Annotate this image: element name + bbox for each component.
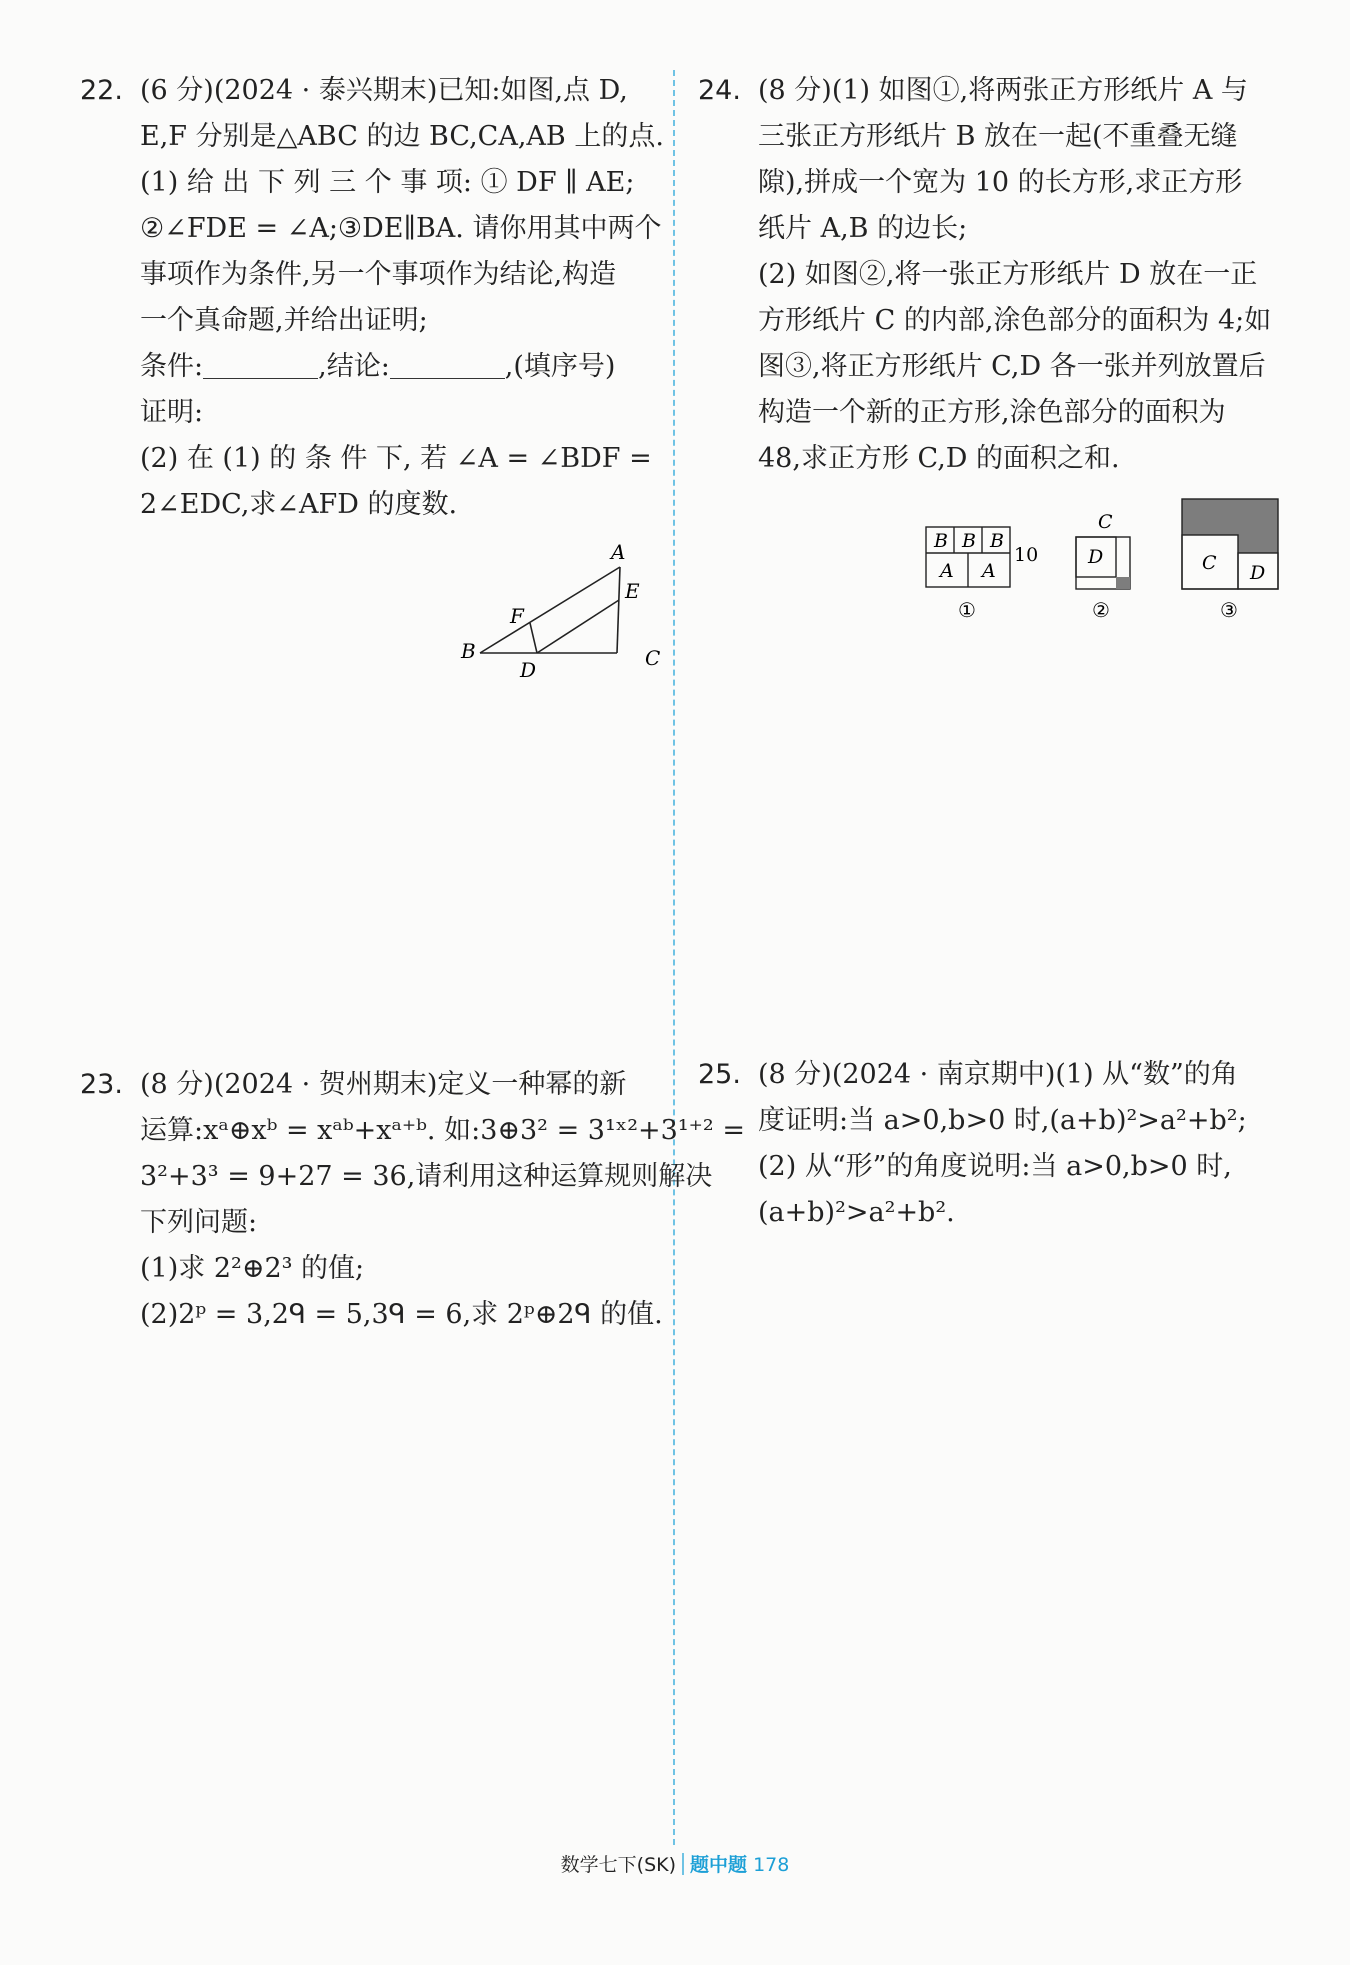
problem-text-line: 构造一个新的正方形,涂色部分的面积为 <box>758 397 1226 428</box>
problem-text-line: (2) 在 (1) 的 条 件 下, 若 ∠A = ∠BDF = <box>140 443 652 474</box>
fig1-label-a2: A <box>982 560 996 582</box>
fig1-caption: ① <box>958 598 976 622</box>
problem-text-line: (6 分)(2024 · 泰兴期末)已知:如图,点 D, <box>140 75 628 106</box>
problem-text-line: 方形纸片 C 的内部,涂色部分的面积为 4;如 <box>758 305 1272 336</box>
fig1-label-b3: B <box>990 530 1004 552</box>
conclusion-label: ,结论: <box>318 351 390 382</box>
conclusion-blank[interactable] <box>390 348 505 379</box>
brand-name: 题中题 <box>690 1854 748 1876</box>
footer-separator <box>682 1853 684 1875</box>
fig2-shade <box>1116 577 1130 589</box>
fig1-label-b1: B <box>934 530 948 552</box>
problem-text-line: 隙),拼成一个宽为 10 的长方形,求正方形 <box>758 167 1243 198</box>
proof-label: 证明: <box>140 397 204 428</box>
problem-text-line: 三张正方形纸片 B 放在一起(不重叠无缝 <box>758 121 1238 152</box>
fill-hint: ,(填序号) <box>504 351 616 382</box>
fig3-label-c: C <box>1202 552 1217 574</box>
point-label-f: F <box>510 604 524 628</box>
problem-number: 25. <box>698 1059 741 1090</box>
problem-number: 22. <box>80 75 123 106</box>
problem-24 <box>698 68 1298 482</box>
problem-text-line: (8 分)(2024 · 贺州期末)定义一种幂的新 <box>140 1069 627 1100</box>
problem-number: 24. <box>698 75 741 106</box>
page-footer <box>0 1850 1350 1877</box>
problem-text-line: (2)2ᵖ = 3,2ᑫ = 5,3ᑫ = 6,求 2ᵖ⊕2ᑫ 的值. <box>140 1299 663 1330</box>
problem-text-line: (1)求 2²⊕2³ 的值; <box>140 1253 365 1284</box>
page-number: 178 <box>753 1854 790 1876</box>
fig3-label-d: D <box>1250 562 1266 584</box>
problem-text-line: 下列问题: <box>140 1207 258 1238</box>
point-label-a: A <box>611 540 626 564</box>
problem-text-line: (2) 从“形”的角度说明:当 a>0,b>0 时, <box>758 1151 1232 1182</box>
condition-blank[interactable] <box>203 348 318 379</box>
fig3-caption: ③ <box>1220 598 1238 622</box>
problem-text-line: 2∠EDC,求∠AFD 的度数. <box>140 489 458 520</box>
triangle-figure <box>455 535 680 685</box>
answer-line <box>140 344 670 390</box>
problem-text-line: 事项作为条件,另一个事项作为结论,构造 <box>140 259 617 290</box>
problem-text-line: ②∠FDE = ∠A;③DE∥BA. 请你用其中两个 <box>140 213 662 244</box>
point-label-d: D <box>520 658 537 682</box>
condition-label: 条件: <box>140 351 204 382</box>
fig2-label-c: C <box>1098 511 1113 533</box>
problem-text-line: 3²+3³ = 9+27 = 36,请利用这种运算规则解决 <box>140 1161 713 1192</box>
problem-text-line: 度证明:当 a>0,b>0 时,(a+b)²>a²+b²; <box>758 1105 1247 1136</box>
point-label-c: C <box>645 646 661 670</box>
problem-text-line: (2) 如图②,将一张正方形纸片 D 放在一正 <box>758 259 1258 290</box>
book-title: 数学七下(SK) <box>560 1854 677 1876</box>
squares-figure <box>920 495 1290 635</box>
problem-text-line: E,F 分别是△ABC 的边 BC,CA,AB 上的点. <box>140 121 664 152</box>
fig1-label-a1: A <box>940 560 954 582</box>
problem-text-line: 48,求正方形 C,D 的面积之和. <box>758 443 1120 474</box>
problem-25 <box>698 1052 1298 1236</box>
problem-text-line: 纸片 A,B 的边长; <box>758 213 968 244</box>
column-divider <box>673 70 675 1845</box>
point-label-e: E <box>625 579 640 603</box>
fig1-label-b2: B <box>962 530 976 552</box>
problem-22 <box>80 68 670 528</box>
problem-text-line: (8 分)(1) 如图①,将两张正方形纸片 A 与 <box>758 75 1248 106</box>
problem-text-line: (1) 给 出 下 列 三 个 事 项: ① DF ∥ AE; <box>140 167 635 198</box>
fig2-label-d: D <box>1088 546 1104 568</box>
problem-text-line: 运算:xᵃ⊕xᵇ = xᵃᵇ+xᵃ⁺ᵇ. 如:3⊕3² = 3¹ˣ²+3¹⁺² = <box>140 1115 745 1146</box>
problem-text-line: 一个真命题,并给出证明; <box>140 305 428 336</box>
problem-text-line: 图③,将正方形纸片 C,D 各一张并列放置后 <box>758 351 1266 382</box>
problem-text-line: (a+b)²>a²+b². <box>758 1197 955 1228</box>
point-label-b: B <box>461 639 476 663</box>
problem-number: 23. <box>80 1069 123 1100</box>
fig1-width-label: 10 <box>1014 544 1039 566</box>
problem-text-line: (8 分)(2024 · 南京期中)(1) 从“数”的角 <box>758 1059 1238 1090</box>
fig2-caption: ② <box>1092 598 1110 622</box>
